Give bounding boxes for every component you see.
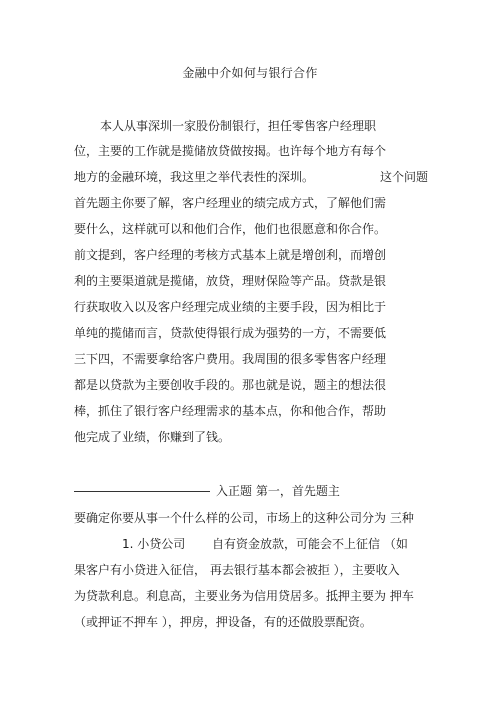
intro-line-11: 都是以贷款为主要创收手段的。那也就是说，题主的想法很 (74, 378, 387, 392)
intro-line-12: 棒，抓住了银行客户经理需求的基本点，你和他合作，帮助 (74, 404, 387, 418)
item-1-label: 1. 小贷公司 (122, 537, 186, 551)
intro-line-2: 位，主要的工作就是揽储放贷做按揭。也许每个地方有每个 (74, 144, 387, 158)
intro-line-8: 行获取收入以及客户经理完成业绩的主要手段，因为相比于 (74, 300, 387, 314)
intro-line-4: 首先题主你要了解，客户经理业的绩完成方式，了解他们需 (74, 196, 387, 210)
intro-line-7: 利的主要渠道就是揽储，放贷，理财保险等产品。贷款是银 (74, 274, 387, 288)
intro-line-1: 本人从事深圳一家股份制银行，担任零售客户经理职 (100, 119, 377, 133)
item-1-line-3: （或押证不押车 ），押房，押设备，有的还做股票配资。 (74, 615, 372, 629)
intro-line-3: 地方的金融环境，我这里之举代表性的深圳。 (74, 170, 315, 184)
item-1-line-2: 为贷款利息。利息高，主要业务为信用贷居多。抵押主要为 押车 (74, 589, 414, 603)
item-1-line-1: 果客户有小贷进入征信， 再去银行基本都会被拒 ），主要收入 (74, 563, 400, 577)
intro-line-5: 要什么，这样就可以和他们合作，他们也很愿意和你合作。 (74, 222, 387, 236)
section-divider (74, 491, 210, 492)
intro-line-10: 三下四，不需要拿给客户费用。我周围的很多零售客户经理 (74, 352, 387, 366)
intro-line-9: 单纯的揽储而言，贷款使得银行成为强势的一方，不需要低 (74, 326, 387, 340)
intro-line-13: 他完成了业绩，你赚到了钱。 (74, 430, 231, 444)
section-heading: 入正题 第一，首先题主 (216, 484, 340, 498)
intro-line-6: 前文提到，客户经理的考核方式基本上就是增创利，而增创 (74, 248, 387, 262)
section-line-1: 要确定你要从事一个什么样的公司，市场上的这种公司分为 三种 (74, 511, 414, 525)
item-1-text: 自有资金放款，可能会不上征信 （如 (212, 537, 408, 551)
document-title: 金融中介如何与银行合作 (182, 66, 318, 80)
side-note: 这个问题 (380, 170, 429, 184)
